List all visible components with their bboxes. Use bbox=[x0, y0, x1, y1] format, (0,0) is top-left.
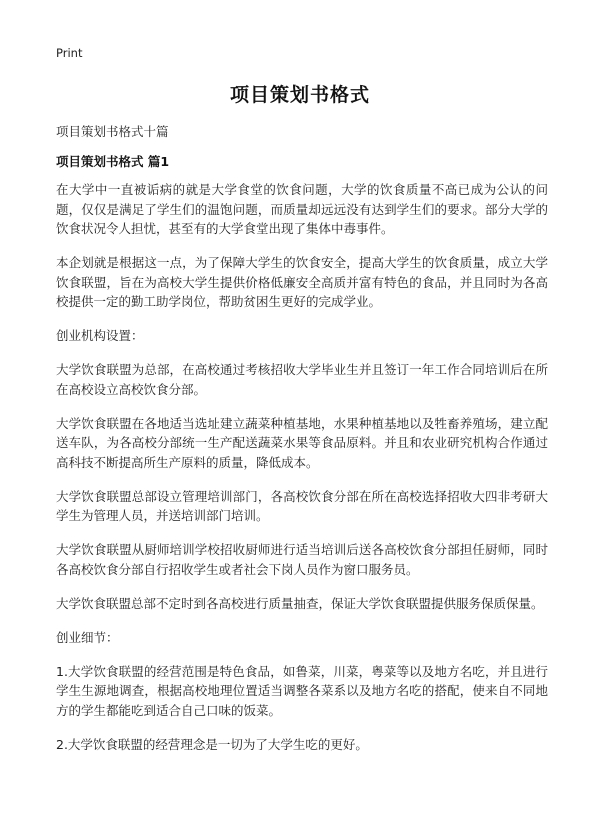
paragraph: 大学饮食联盟总部设立管理培训部门，各高校饮食分部在所在高校选择招收大四非考研大学生为管理人员，并送培训部门培训。 bbox=[56, 488, 548, 523]
paragraph: 大学饮食联盟从厨师培训学校招收厨师进行适当培训后送各高校饮食分部担任厨师，同时各高校饮食分部自行招收学生或者社会下岗人员作为窗口服务员。 bbox=[56, 542, 548, 577]
document-title: 项目策划书格式 bbox=[229, 84, 370, 106]
paragraph: 创业细节： bbox=[56, 629, 119, 645]
paragraph: 本企划就是根据这一点，为了保障大学生的饮食安全，提高大学生的饮食质量，成立大学饮食联盟，旨在为高校大学生提供价格低廉安全高质并富有特色的食品，并且同时为各高校提供一定的勤工助学岗位，帮助贫困生更好的完成学业。 bbox=[56, 255, 548, 309]
paragraph: 创业机构设置： bbox=[56, 328, 144, 343]
section-heading: 项目策划书格式 篇1 bbox=[56, 154, 170, 169]
paragraph: 2.大学饮食联盟的经营理念是一切为了大学生吃的更好。 bbox=[56, 736, 368, 752]
paragraph: 大学饮食联盟为总部，在高校通过考核招收大学毕业生并且签订一年工作合同培训后在所在高校设立高校饮食分部。 bbox=[56, 362, 548, 397]
paragraph: 在大学中一直被诟病的就是大学食堂的饮食问题，大学的饮食质量不高已成为公认的问题，仅仅是满足了学生们的温饱问题，而质量却远远没有达到学生们的要求。部分大学的饮食状况令人担忧，甚至有的大学食堂出现了集体中毒事件。 bbox=[56, 182, 548, 236]
document-subtitle: 项目策划书格式十篇 bbox=[56, 124, 169, 139]
print-label[interactable]: Print bbox=[56, 46, 83, 60]
paragraph: 大学饮食联盟在各地适当选址建立蔬菜种植基地，水果种植基地以及牲畜养殖场，建立配送车队，为各高校分部统一生产配送蔬菜水果等食品原料。并且和农业研究机构合作通过高科技不断提高所生产原料的质量，降低成本。 bbox=[56, 415, 548, 470]
document-body bbox=[56, 180, 548, 769]
paragraph: 1.大学饮食联盟的经营范围是特色食品，如鲁菜，川菜，粤菜等以及地方名吃，并且进行学生生源地调查，根据高校地理位置适当调整各菜系以及地方名吃的搭配，使来自不同地方的学生都能吃到适合自己口味的饭菜。 bbox=[56, 663, 548, 718]
paragraph: 大学饮食联盟总部不定时到各高校进行质量抽查，保证大学饮食联盟提供服务保质保量。 bbox=[56, 595, 544, 611]
